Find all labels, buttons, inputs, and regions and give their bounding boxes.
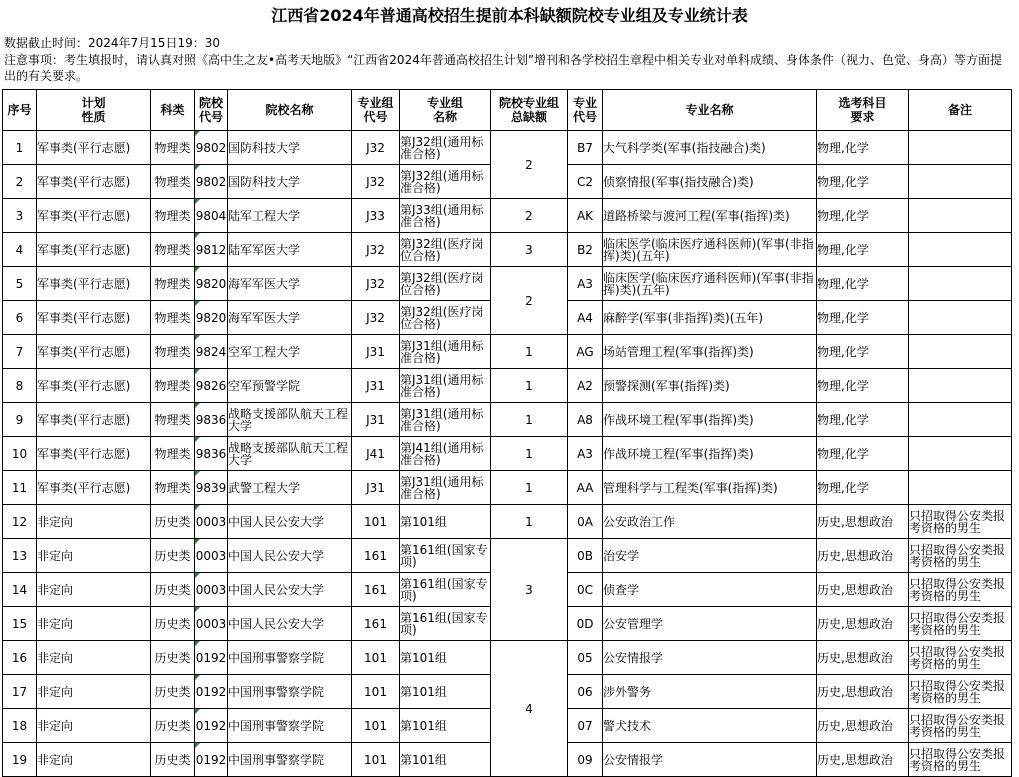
cell-plan: 军事类(平行志愿) [37,471,151,505]
cell-vacancy: 1 [491,437,568,471]
cell-major-code: 06 [568,675,603,709]
cell-group-code: J31 [352,471,400,505]
cell-seq: 1 [3,131,37,165]
header-subject: 科类 [151,90,195,131]
cell-plan: 非定向 [37,641,151,675]
cell-plan: 非定向 [37,675,151,709]
cell-major-code: AA [568,471,603,505]
cell-plan: 军事类(平行志愿) [37,403,151,437]
cell-inst-code: 9804 [195,199,228,233]
cell-plan: 军事类(平行志愿) [37,199,151,233]
cell-major-name: 侦察情报(军事(指技融合)类) [603,165,817,199]
cell-group-code: J32 [352,233,400,267]
cell-inst-name: 中国刑事警察学院 [228,675,352,709]
cell-vacancy: 1 [491,471,568,505]
cell-major-name: 侦查学 [603,573,817,607]
cell-inst-name: 空军预警学院 [228,369,352,403]
cell-major-name: 临床医学(临床医疗通科医师)(军事(非指挥)类)(五年) [603,233,817,267]
cell-group-name: 第161组(国家专项) [400,607,491,641]
cell-vacancy: 3 [491,233,568,267]
cell-inst-name: 中国刑事警察学院 [228,743,352,777]
cell-group-code: 101 [352,641,400,675]
cell-group-name: 第J32组(医疗岗位合格) [400,267,491,301]
cell-group-name: 第161组(国家专项) [400,539,491,573]
cell-remark [909,471,1012,505]
cell-plan: 军事类(平行志愿) [37,437,151,471]
cell-major-name: 作战环境工程(军事(指挥)类) [603,437,817,471]
header-inst-name: 院校名称 [228,90,352,131]
cell-subject: 历史类 [151,675,195,709]
cell-major-code: 0D [568,607,603,641]
cell-required-subjects: 物理,化学 [817,335,909,369]
cell-subject: 物理类 [151,131,195,165]
cell-major-name: 作战环境工程(军事(指挥)类) [603,403,817,437]
cell-remark [909,199,1012,233]
cell-plan: 非定向 [37,539,151,573]
cell-inst-code: 9812 [195,233,228,267]
table-row [3,505,1012,539]
cell-subject: 物理类 [151,437,195,471]
cell-subject: 物理类 [151,335,195,369]
header-remark: 备注 [909,90,1012,131]
cell-group-code: 101 [352,505,400,539]
cell-subject: 历史类 [151,573,195,607]
header-group-code: 专业组 代号 [352,90,400,131]
table-row [3,539,1012,573]
cell-subject: 物理类 [151,369,195,403]
cell-vacancy: 2 [491,267,568,335]
cell-group-name: 第J31组(通用标准合格) [400,335,491,369]
cell-subject: 物理类 [151,267,195,301]
header-major-code: 专业 代号 [568,90,603,131]
cell-inst-code: 0192 [195,743,228,777]
cell-group-name: 第J33组(通用标准合格) [400,199,491,233]
cell-required-subjects: 物理,化学 [817,437,909,471]
deadline-text: 数据截止时间：2024年7月15日19：30 [4,36,220,50]
cell-remark: 只招取得公安类报考资格的男生 [909,709,1012,743]
cell-plan: 军事类(平行志愿) [37,131,151,165]
cell-inst-code: 0003 [195,539,228,573]
cell-required-subjects: 物理,化学 [817,403,909,437]
cell-seq: 10 [3,437,37,471]
cell-remark [909,165,1012,199]
cell-inst-code: 9836 [195,403,228,437]
cell-vacancy: 1 [491,335,568,369]
cell-major-code: AG [568,335,603,369]
cell-seq: 7 [3,335,37,369]
cell-major-code: A3 [568,267,603,301]
cell-major-code: A2 [568,369,603,403]
notice-text: 注意事项：考生填报时，请认真对照《高中生之友•高考天地版》“江西省2024年普通高校招生计划”增刊和各学校招生章程中相关专业对单科成绩、身体条件（视力、色觉、身高）等方面提出的有关要求。 [4,53,1003,83]
cell-plan: 非定向 [37,709,151,743]
cell-group-name: 第101组 [400,641,491,675]
table-row [3,403,1012,437]
cell-inst-name: 中国人民公安大学 [228,573,352,607]
cell-plan: 非定向 [37,607,151,641]
cell-subject: 物理类 [151,199,195,233]
cell-required-subjects: 物理,化学 [817,233,909,267]
cell-major-code: B2 [568,233,603,267]
cell-seq: 3 [3,199,37,233]
cell-vacancy: 2 [491,131,568,199]
cell-major-code: 05 [568,641,603,675]
cell-group-code: 101 [352,675,400,709]
table-row [3,471,1012,505]
table-row [3,335,1012,369]
cell-seq: 6 [3,301,37,335]
cell-inst-code: 9802 [195,131,228,165]
header-seq: 序号 [3,90,37,131]
table-row [3,233,1012,267]
cell-major-code: B7 [568,131,603,165]
cell-major-name: 警犬技术 [603,709,817,743]
cell-remark: 只招取得公安类报考资格的男生 [909,675,1012,709]
cell-vacancy: 1 [491,369,568,403]
cell-required-subjects: 物理,化学 [817,471,909,505]
cell-major-name: 公安政治工作 [603,505,817,539]
cell-remark: 只招取得公安类报考资格的男生 [909,573,1012,607]
cell-inst-code: 0003 [195,505,228,539]
cell-seq: 19 [3,743,37,777]
header-major-name: 专业名称 [603,90,817,131]
cell-inst-code: 9802 [195,165,228,199]
cell-seq: 16 [3,641,37,675]
cell-major-name: 大气科学类(军事(指技融合)类) [603,131,817,165]
table-row [3,437,1012,471]
cell-group-name: 第J32组(医疗岗位合格) [400,233,491,267]
cell-major-name: 管理科学与工程类(军事(指挥)类) [603,471,817,505]
cell-group-code: J31 [352,403,400,437]
cell-plan: 军事类(平行志愿) [37,165,151,199]
cell-major-code: A3 [568,437,603,471]
cell-inst-name: 空军工程大学 [228,335,352,369]
cell-plan: 非定向 [37,573,151,607]
cell-group-name: 第101组 [400,505,491,539]
cell-group-code: 161 [352,539,400,573]
cell-major-name: 涉外警务 [603,675,817,709]
cell-inst-code: 9820 [195,301,228,335]
cell-seq: 13 [3,539,37,573]
cell-inst-name: 武警工程大学 [228,471,352,505]
cell-remark [909,233,1012,267]
header-vacancy: 院校专业组 总缺额 [491,90,568,131]
cell-group-name: 第101组 [400,709,491,743]
cell-major-code: 0C [568,573,603,607]
cell-group-code: 161 [352,607,400,641]
cell-required-subjects: 历史,思想政治 [817,505,909,539]
cell-required-subjects: 物理,化学 [817,369,909,403]
cell-inst-name: 中国刑事警察学院 [228,641,352,675]
cell-vacancy: 2 [491,199,568,233]
cell-group-code: J32 [352,267,400,301]
cell-required-subjects: 物理,化学 [817,165,909,199]
cell-remark: 只招取得公安类报考资格的男生 [909,641,1012,675]
cell-remark [909,335,1012,369]
table-row [3,267,1012,301]
cell-inst-name: 战略支援部队航天工程大学 [228,437,352,471]
cell-group-name: 第J31组(通用标准合格) [400,369,491,403]
cell-remark [909,131,1012,165]
cell-group-code: 101 [352,743,400,777]
table-row [3,131,1012,165]
cell-inst-code: 9826 [195,369,228,403]
cell-major-name: 公安情报学 [603,743,817,777]
cell-major-code: AK [568,199,603,233]
table-row [3,369,1012,403]
cell-subject: 历史类 [151,505,195,539]
cell-group-code: J32 [352,131,400,165]
cell-remark: 只招取得公安类报考资格的男生 [909,743,1012,777]
cell-remark [909,369,1012,403]
cell-required-subjects: 物理,化学 [817,199,909,233]
cell-seq: 14 [3,573,37,607]
table-body [3,131,1012,777]
cell-required-subjects: 历史,思想政治 [817,607,909,641]
cell-remark [909,267,1012,301]
cell-major-code: 0A [568,505,603,539]
cell-vacancy: 1 [491,505,568,539]
cell-remark: 只招取得公安类报考资格的男生 [909,505,1012,539]
cell-group-name: 第101组 [400,743,491,777]
cell-seq: 2 [3,165,37,199]
cell-remark: 只招取得公安类报考资格的男生 [909,607,1012,641]
cell-subject: 历史类 [151,743,195,777]
cell-vacancy: 4 [491,641,568,777]
cell-required-subjects: 历史,思想政治 [817,641,909,675]
header-required-subjects: 选考科目 要求 [817,90,909,131]
header-plan: 计划 性质 [37,90,151,131]
cell-inst-name: 中国人民公安大学 [228,539,352,573]
cell-seq: 8 [3,369,37,403]
cell-inst-name: 陆军工程大学 [228,199,352,233]
cell-inst-code: 0192 [195,709,228,743]
cell-group-code: 101 [352,709,400,743]
cell-inst-name: 战略支援部队航天工程大学 [228,403,352,437]
cell-major-name: 道路桥梁与渡河工程(军事(指挥)类) [603,199,817,233]
header-inst-code: 院校 代号 [195,90,228,131]
cell-inst-name: 海军军医大学 [228,267,352,301]
cell-group-code: J31 [352,335,400,369]
cell-major-name: 公安管理学 [603,607,817,641]
cell-plan: 非定向 [37,743,151,777]
table-row [3,641,1012,675]
header-row [3,90,1012,131]
cell-group-code: 161 [352,573,400,607]
cell-group-name: 第J32组(通用标准合格) [400,165,491,199]
cell-remark [909,301,1012,335]
cell-major-name: 治安学 [603,539,817,573]
cell-major-name: 预警探测(军事(指挥)类) [603,369,817,403]
cell-plan: 军事类(平行志愿) [37,369,151,403]
cell-major-code: A8 [568,403,603,437]
cell-seq: 11 [3,471,37,505]
cell-remark [909,437,1012,471]
cell-seq: 17 [3,675,37,709]
cell-group-name: 第J41组(通用标准合格) [400,437,491,471]
cell-seq: 5 [3,267,37,301]
cell-major-code: 07 [568,709,603,743]
cell-major-code: A4 [568,301,603,335]
cell-major-code: 0B [568,539,603,573]
cell-inst-code: 9836 [195,437,228,471]
cell-seq: 18 [3,709,37,743]
cell-subject: 物理类 [151,165,195,199]
cell-subject: 物理类 [151,403,195,437]
cell-subject: 历史类 [151,539,195,573]
cell-seq: 4 [3,233,37,267]
cell-group-code: J31 [352,369,400,403]
cell-inst-name: 国防科技大学 [228,131,352,165]
cell-vacancy: 1 [491,403,568,437]
cell-inst-code: 9824 [195,335,228,369]
cell-required-subjects: 历史,思想政治 [817,709,909,743]
cell-major-name: 临床医学(临床医疗通科医师)(军事(非指挥)类)(五年) [603,267,817,301]
cell-group-name: 第J31组(通用标准合格) [400,471,491,505]
cell-remark: 只招取得公安类报考资格的男生 [909,539,1012,573]
cell-required-subjects: 历史,思想政治 [817,675,909,709]
cell-seq: 9 [3,403,37,437]
cell-inst-code: 0192 [195,675,228,709]
cell-inst-name: 国防科技大学 [228,165,352,199]
cell-inst-name: 中国人民公安大学 [228,607,352,641]
cell-inst-name: 中国人民公安大学 [228,505,352,539]
cell-subject: 物理类 [151,233,195,267]
cell-group-name: 第J31组(通用标准合格) [400,403,491,437]
cell-plan: 军事类(平行志愿) [37,301,151,335]
cell-required-subjects: 物理,化学 [817,131,909,165]
cell-plan: 军事类(平行志愿) [37,233,151,267]
cell-inst-name: 陆军军医大学 [228,233,352,267]
cell-group-name: 第161组(国家专项) [400,573,491,607]
page-title: 江西省2024年普通高校招生提前本科缺额院校专业组及专业统计表 [271,6,748,25]
cell-major-name: 场站管理工程(军事(指挥)类) [603,335,817,369]
cell-group-name: 第J32组(通用标准合格) [400,131,491,165]
cell-inst-code: 0003 [195,607,228,641]
cell-required-subjects: 物理,化学 [817,301,909,335]
cell-inst-code: 0003 [195,573,228,607]
cell-plan: 军事类(平行志愿) [37,267,151,301]
cell-subject: 物理类 [151,301,195,335]
cell-group-code: J41 [352,437,400,471]
cell-major-code: C2 [568,165,603,199]
statistics-table [2,89,1012,777]
cell-group-code: J33 [352,199,400,233]
cell-seq: 15 [3,607,37,641]
cell-required-subjects: 历史,思想政治 [817,573,909,607]
table-row [3,199,1012,233]
cell-subject: 物理类 [151,471,195,505]
cell-required-subjects: 历史,思想政治 [817,539,909,573]
cell-inst-code: 0192 [195,641,228,675]
cell-major-name: 麻醉学(军事(非指挥)类)(五年) [603,301,817,335]
cell-inst-name: 中国刑事警察学院 [228,709,352,743]
header-group-name: 专业组 名称 [400,90,491,131]
cell-group-code: J32 [352,165,400,199]
cell-plan: 非定向 [37,505,151,539]
cell-required-subjects: 历史,思想政治 [817,743,909,777]
cell-required-subjects: 物理,化学 [817,267,909,301]
cell-group-name: 第J32组(医疗岗位合格) [400,301,491,335]
cell-vacancy: 3 [491,539,568,641]
cell-group-code: J32 [352,301,400,335]
cell-plan: 军事类(平行志愿) [37,335,151,369]
cell-major-name: 公安情报学 [603,641,817,675]
cell-inst-code: 9839 [195,471,228,505]
cell-major-code: 09 [568,743,603,777]
cell-inst-name: 海军军医大学 [228,301,352,335]
cell-remark [909,403,1012,437]
cell-subject: 历史类 [151,709,195,743]
cell-subject: 历史类 [151,641,195,675]
cell-subject: 历史类 [151,607,195,641]
cell-inst-code: 9820 [195,267,228,301]
cell-group-name: 第101组 [400,675,491,709]
cell-seq: 12 [3,505,37,539]
